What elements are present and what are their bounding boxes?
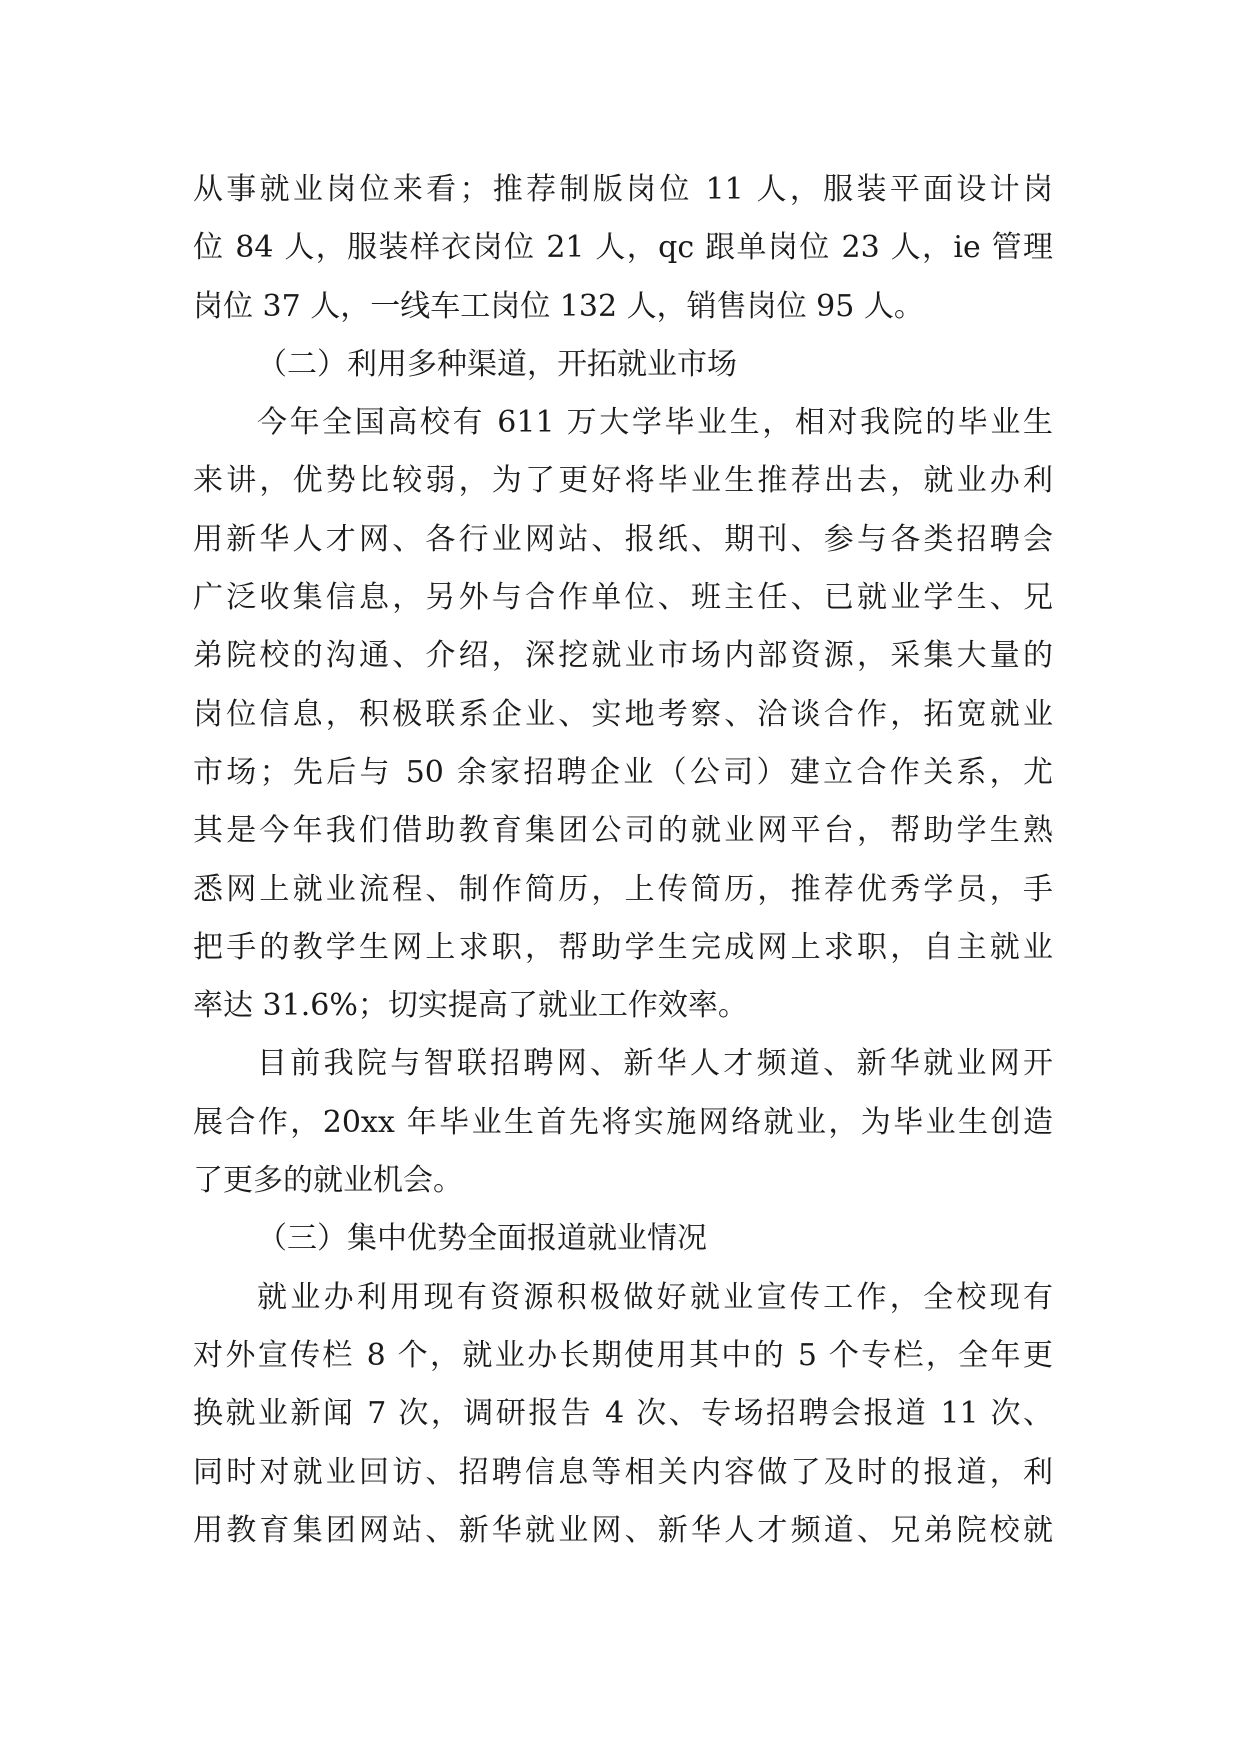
paragraph-last-line: 了更多的就业机会。 (193, 1163, 463, 1199)
text-line: 市场；先后与 50 余家招聘企业（公司）建立合作关系，尤 (193, 754, 1053, 790)
text-line: 悉网上就业流程、制作简历，上传简历，推荐优秀学员，手 (193, 871, 1053, 907)
paragraph-first-line: 就业办利用现有资源积极做好就业宣传工作，全校现有 (257, 1279, 1053, 1315)
text-line: 展合作，20xx 年毕业生首先将实施网络就业，为毕业生创造 (193, 1104, 1053, 1140)
text-line: 位 84 人，服装样衣岗位 21 人，qc 跟单岗位 23 人，ie 管理 (193, 230, 1053, 266)
text-line: 来讲，优势比较弱，为了更好将毕业生推荐出去，就业办利 (193, 463, 1053, 499)
text-line: 岗位信息，积极联系企业、实地考察、洽谈合作，拓宽就业 (193, 696, 1053, 732)
paragraph-first-line: 目前我院与智联招聘网、新华人才频道、新华就业网开 (257, 1046, 1053, 1082)
document-body (193, 161, 1053, 1560)
text-line: 弟院校的沟通、介绍，深挖就业市场内部资源，采集大量的 (193, 638, 1053, 674)
paragraph-last-line: 率达 31.6%；切实提高了就业工作效率。 (193, 988, 748, 1024)
text-line: 用教育集团网站、新华就业网、新华人才频道、兄弟院校就 (193, 1512, 1053, 1548)
text-line: 广泛收集信息，另外与合作单位、班主任、已就业学生、兄 (193, 580, 1053, 616)
text-line: 换就业新闻 7 次，调研报告 4 次、专场招聘会报道 11 次、 (193, 1396, 1053, 1432)
text-line: 其是今年我们借助教育集团公司的就业网平台，帮助学生熟 (193, 813, 1053, 849)
text-line: 同时对就业回访、招聘信息等相关内容做了及时的报道，利 (193, 1454, 1053, 1490)
text-line: 用新华人才网、各行业网站、报纸、期刊、参与各类招聘会 (193, 521, 1053, 557)
text-line: 把手的教学生网上求职，帮助学生完成网上求职，自主就业 (193, 929, 1053, 965)
paragraph-last-line: 岗位 37 人，一线车工岗位 132 人，销售岗位 95 人。 (193, 288, 924, 324)
section-heading: （三）集中优势全面报道就业情况 (257, 1221, 707, 1257)
text-line: 对外宣传栏 8 个，就业办长期使用其中的 5 个专栏，全年更 (193, 1337, 1053, 1373)
paragraph-first-line: 今年全国高校有 611 万大学毕业生，相对我院的毕业生 (257, 405, 1053, 441)
section-heading: （二）利用多种渠道，开拓就业市场 (257, 346, 737, 382)
text-line: 从事就业岗位来看；推荐制版岗位 11 人，服装平面设计岗 (193, 172, 1053, 207)
